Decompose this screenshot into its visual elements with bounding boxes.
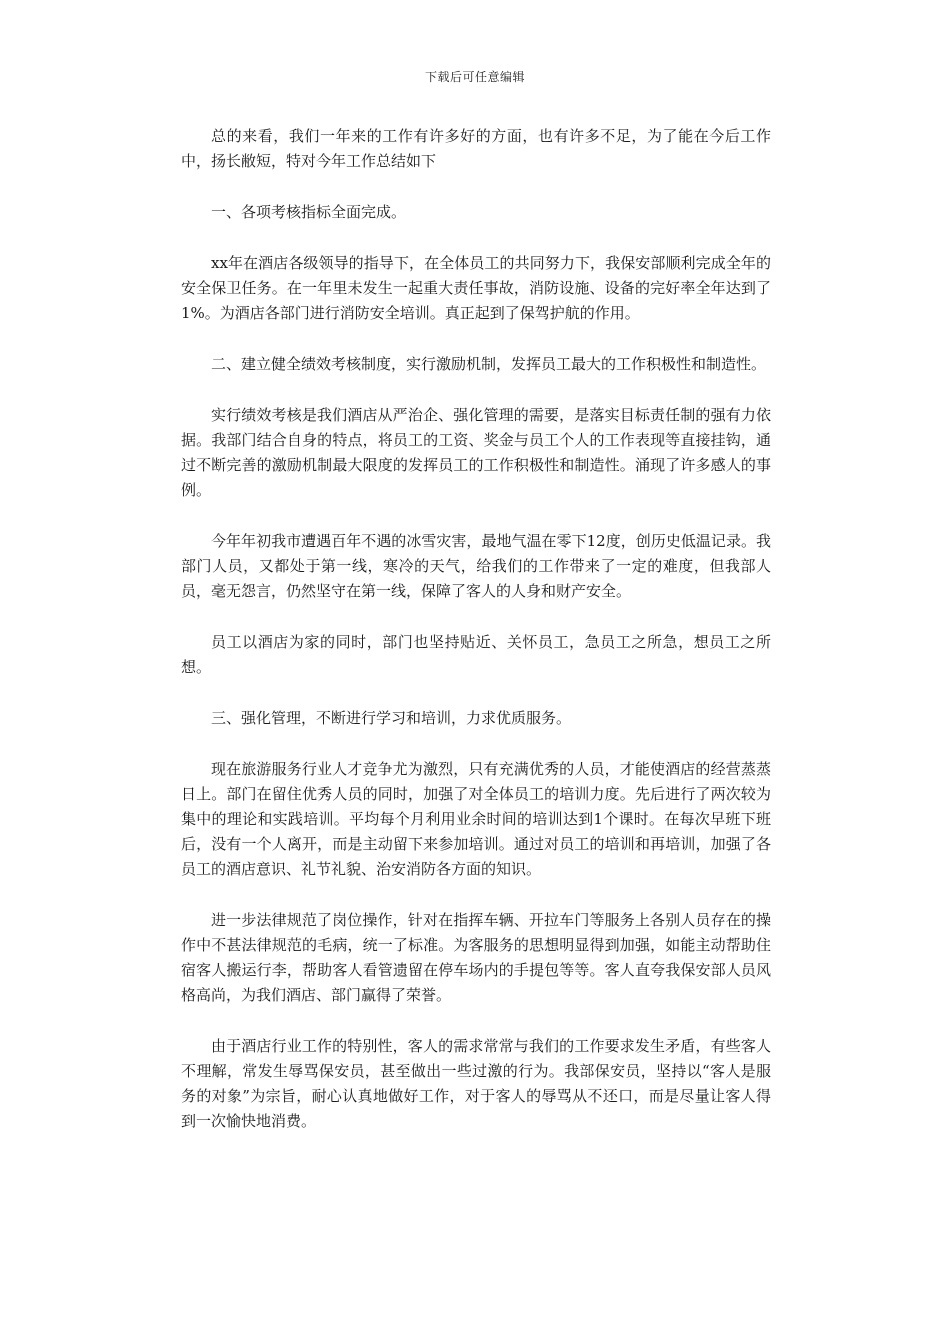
paragraph: 由于酒店行业工作的特别性，客人的需求常常与我们的工作要求发生矛盾，有些客人不理解，常发生辱骂保安员，甚至做出一些过激的行为。我部保安员，坚持以“客人是服务的对象”为宗旨，耐心认真地做好工作，对于客人的辱骂从不还口，而是尽量让客人得到一次愉快地消费。	[181, 1037, 771, 1130]
paragraph: 进一步法律规范了岗位操作，针对在指挥车辆、开拉车门等服务上各别人员存在的操作中不甚法律规范的毛病，统一了标准。为客服务的思想明显得到加强，如能主动帮助住宿客人搬运行李，帮助客人看管遗留在停车场内的手提包等等。客人直夸我保安部人员风格高尚，为我们酒店、部门赢得了荣誉。	[181, 911, 771, 1004]
header-note: 下载后可任意编辑	[424, 70, 525, 84]
document-body	[181, 124, 771, 1160]
paragraph: 今年年初我市遭遇百年不遇的冰雪灾害，最地气温在零下12度，创历史低温记录。我部门人员，又都处于第一线，寒冷的天气，给我们的工作带来了一定的难度，但我部人员，毫无怨言，仍然坚守在第一线，保障了客人的人身和财产安全。	[181, 532, 771, 600]
section-heading-2: 二、建立健全绩效考核制度，实行激励机制，发挥员工最大的工作积极性和制造性。	[211, 355, 767, 373]
section-heading-1: 一、各项考核指标全面完成。	[211, 203, 407, 221]
section-heading-3: 三、强化管理，不断进行学习和培训，力求优质服务。	[211, 709, 572, 727]
paragraph-intro: 总的来看，我们一年来的工作有许多好的方面，也有许多不足，为了能在今后工作中，扬长敝短，特对今年工作总结如下	[181, 127, 771, 170]
paragraph: 实行绩效考核是我们酒店从严治企、强化管理的需要，是落实目标责任制的强有力依据。我部门结合自身的特点，将员工的工资、奖金与员工个人的工作表现等直接挂钩，通过不断完善的激励机制最大限度的发挥员工的工作积极性和制造性。涌现了许多感人的事例。	[181, 406, 771, 499]
paragraph: 现在旅游服务行业人才竞争尤为激烈，只有充满优秀的人员，才能使酒店的经营蒸蒸日上。部门在留住优秀人员的同时，加强了对全体员工的培训力度。先后进行了两次较为集中的理论和实践培训。平均每个月利用业余时间的培训达到1个课时。在每次早班下班后，没有一个人离开，而是主动留下来参加培训。通过对员工的培训和再培训，加强了各员工的酒店意识、礼节礼貌、治安消防各方面的知识。	[181, 760, 771, 878]
paragraph: 员工以酒店为家的同时，部门也坚持贴近、关怀员工，急员工之所急，想员工之所想。	[181, 633, 771, 676]
paragraph: xx年在酒店各级领导的指导下，在全体员工的共同努力下，我保安部顺利完成全年的安全保卫任务。在一年里未发生一起重大责任事故，消防设施、设备的完好率全年达到了1%。为酒店各部门进行消防安全培训。真正起到了保驾护航的作用。	[181, 254, 771, 322]
